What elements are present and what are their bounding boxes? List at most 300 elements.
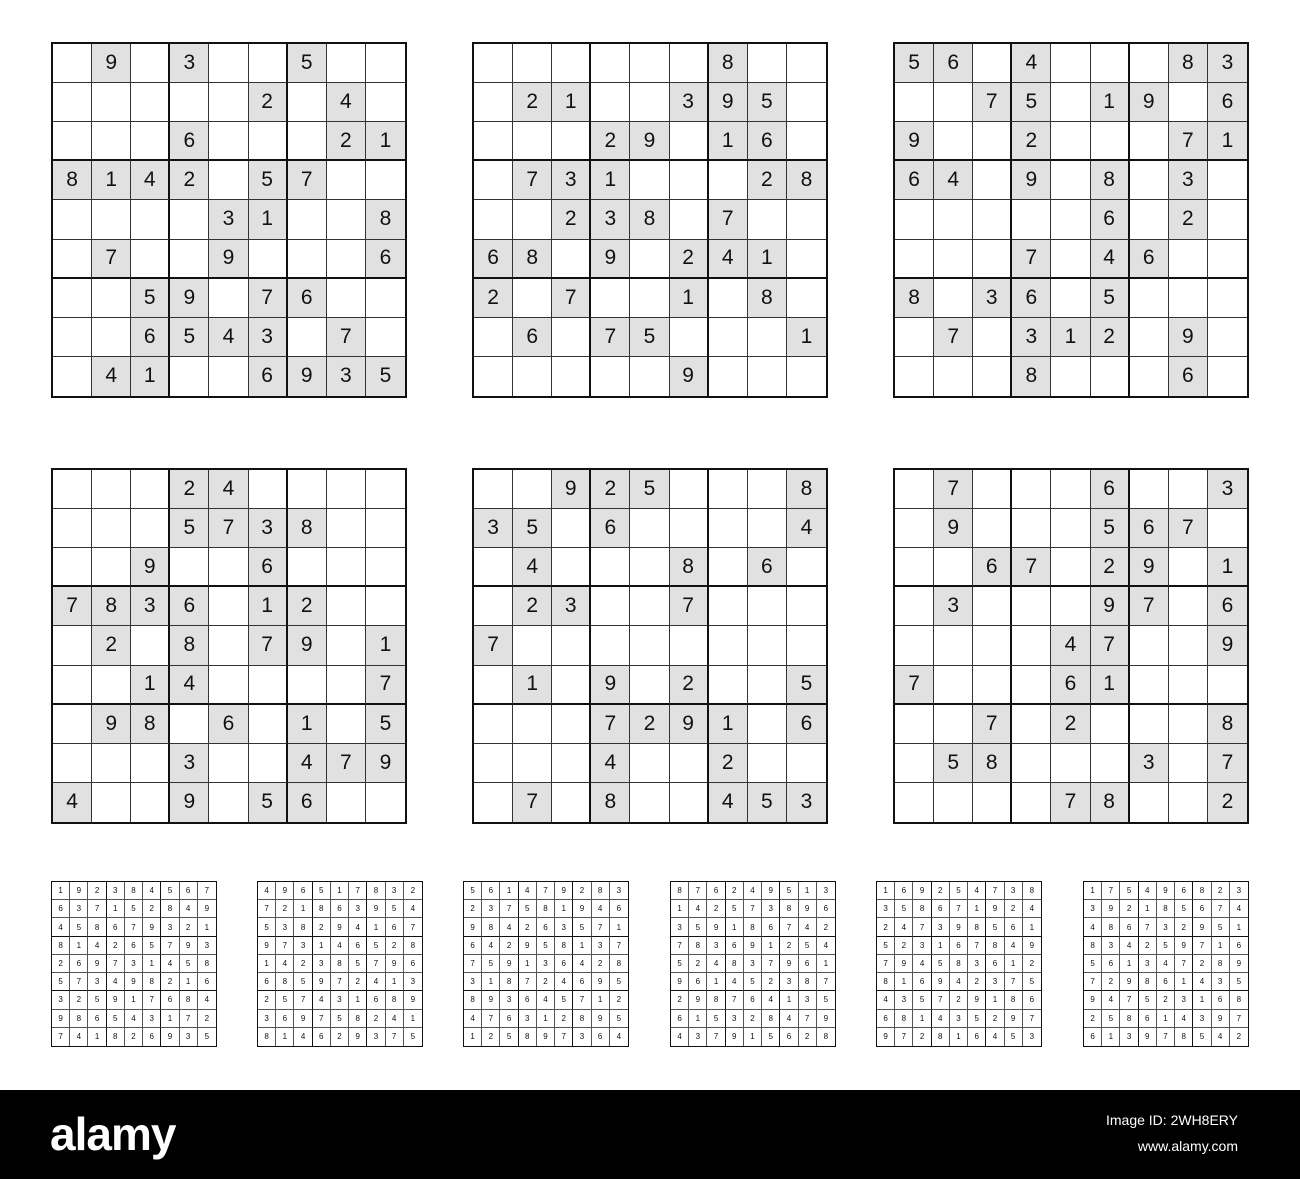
puzzle-cell-filled: 3 [1169, 161, 1208, 200]
solution-cell-filled: 3 [689, 1028, 707, 1046]
puzzle-cell-empty [1051, 744, 1090, 783]
puzzle-cell-empty [474, 705, 513, 744]
solution-cell-filled: 8 [404, 937, 422, 955]
solution-cell-filled: 5 [913, 991, 931, 1009]
solution-cell-filled: 7 [143, 991, 161, 1009]
puzzle-cell-filled: 2 [591, 122, 630, 161]
puzzle-cell-empty [1169, 666, 1208, 705]
puzzle-cell-empty [1130, 161, 1169, 200]
puzzle-cell-filled: 1 [131, 357, 170, 396]
puzzle-cell-empty [474, 470, 513, 509]
solution-cell-filled: 8 [519, 1028, 537, 1046]
solution-cell-filled: 2 [932, 882, 950, 900]
solution-cell-filled: 4 [404, 900, 422, 918]
solution-cell-filled: 3 [1212, 973, 1230, 991]
puzzle-cell-empty [513, 705, 552, 744]
puzzle-cell-filled: 3 [249, 509, 288, 548]
puzzle-cell-empty [53, 122, 92, 161]
puzzle-cell-filled: 2 [670, 240, 709, 279]
puzzle-cell-filled: 8 [709, 44, 748, 83]
solution-cell-filled: 4 [1157, 955, 1175, 973]
puzzle-cell-empty [748, 666, 787, 705]
solution-cell-filled: 6 [1193, 900, 1211, 918]
solution-cell-filled: 4 [1005, 937, 1023, 955]
solution-cell-filled: 6 [932, 900, 950, 918]
puzzle-cell-filled: 6 [1208, 587, 1247, 626]
solution-cell-filled: 7 [817, 973, 835, 991]
puzzle-cell-empty [1169, 626, 1208, 665]
solution-cell-filled: 9 [780, 955, 798, 973]
puzzle-cell-empty [934, 122, 973, 161]
puzzle-cell-empty [53, 357, 92, 396]
puzzle-cell-empty [591, 279, 630, 318]
puzzle-cell-filled: 1 [513, 666, 552, 705]
solution-cell-filled: 6 [895, 882, 913, 900]
puzzle-cell-filled: 4 [92, 357, 131, 396]
solution-cell-filled: 5 [258, 918, 276, 936]
puzzle-cell-empty [327, 705, 366, 744]
solution-cell-filled: 4 [877, 991, 895, 1009]
solution-cell-filled: 8 [537, 900, 555, 918]
puzzle-cell-empty [474, 357, 513, 396]
puzzle-cell-empty [92, 83, 131, 122]
solution-cell-filled: 2 [610, 991, 628, 1009]
puzzle-cell-filled: 7 [709, 200, 748, 239]
solution-cell-filled: 4 [500, 918, 518, 936]
puzzle-cell-filled: 7 [591, 318, 630, 357]
solution-cell-filled: 2 [913, 1028, 931, 1046]
puzzle-cell-filled: 1 [748, 240, 787, 279]
puzzle-cell-empty [1130, 357, 1169, 396]
solution-cell-filled: 4 [1102, 991, 1120, 1009]
solution-cell-filled: 5 [895, 900, 913, 918]
solution-cell-filled: 3 [726, 1010, 744, 1028]
solution-cell-filled: 6 [331, 900, 349, 918]
solution-cell-filled: 3 [799, 991, 817, 1009]
solution-cell-filled: 9 [1193, 918, 1211, 936]
puzzle-cell-empty [1130, 318, 1169, 357]
solution-cell-filled: 5 [88, 991, 106, 1009]
solution-cell-filled: 5 [276, 991, 294, 1009]
puzzle-cell-empty [748, 357, 787, 396]
puzzle-cell-filled: 7 [209, 509, 248, 548]
solution-cell-filled: 8 [726, 955, 744, 973]
solution-cell-filled: 8 [180, 991, 198, 1009]
solution-cell-filled: 6 [1023, 991, 1041, 1009]
puzzle-cell-empty [327, 200, 366, 239]
solution-cell-filled: 9 [482, 991, 500, 1009]
solution-cell-filled: 7 [294, 991, 312, 1009]
solution-cell-filled: 3 [932, 918, 950, 936]
puzzle-cell-filled: 9 [1012, 161, 1051, 200]
puzzle-cell-empty [895, 318, 934, 357]
solution-cell-filled: 4 [52, 918, 70, 936]
puzzle-cell-filled: 1 [1208, 548, 1247, 587]
puzzle-cell-filled: 4 [327, 83, 366, 122]
puzzle-cell-filled: 5 [170, 509, 209, 548]
puzzle-cell-empty [552, 240, 591, 279]
solution-cell-filled: 4 [707, 955, 725, 973]
puzzle-cell-empty [709, 626, 748, 665]
solution-cell-filled: 6 [1102, 955, 1120, 973]
puzzle-cell-filled: 9 [209, 240, 248, 279]
solution-cell-filled: 2 [258, 991, 276, 1009]
puzzle-cell-filled: 4 [513, 548, 552, 587]
solution-cell-filled: 4 [1212, 1028, 1230, 1046]
solution-cell-filled: 8 [968, 918, 986, 936]
solution-cell-filled: 5 [573, 918, 591, 936]
puzzle-cell-empty [1051, 44, 1090, 83]
puzzle-cell-empty [787, 587, 826, 626]
solution-cell-filled: 6 [500, 1010, 518, 1028]
solution-cell-filled: 2 [537, 973, 555, 991]
solution-cell-filled: 3 [331, 991, 349, 1009]
puzzle-cell-filled: 6 [474, 240, 513, 279]
puzzle-cell-empty [131, 470, 170, 509]
puzzle-cell-filled: 7 [249, 626, 288, 665]
puzzle-cell-filled: 5 [249, 161, 288, 200]
puzzle-cell-filled: 2 [92, 626, 131, 665]
solution-cell-filled: 9 [817, 1010, 835, 1028]
solution-cell-filled: 5 [500, 1028, 518, 1046]
puzzle-cell-filled: 5 [1012, 83, 1051, 122]
puzzle-cell-filled: 5 [513, 509, 552, 548]
solution-cell-filled: 8 [125, 882, 143, 900]
puzzle-cell-filled: 7 [327, 318, 366, 357]
puzzle-cell-empty [1208, 357, 1247, 396]
solution-cell-filled: 1 [1139, 900, 1157, 918]
solution-cell-filled: 5 [464, 882, 482, 900]
puzzle-cell-filled: 9 [670, 357, 709, 396]
solution-cell-filled: 5 [180, 955, 198, 973]
puzzle-cell-empty [1169, 705, 1208, 744]
puzzle-cell-empty [934, 705, 973, 744]
puzzle-cell-empty [1130, 470, 1169, 509]
solution-cell-filled: 6 [537, 918, 555, 936]
solution-cell-filled: 5 [877, 937, 895, 955]
solution-cell-filled: 9 [88, 955, 106, 973]
solution-cell-filled: 9 [70, 882, 88, 900]
solution-cell-filled: 4 [1120, 937, 1138, 955]
solution-cell-filled: 8 [671, 882, 689, 900]
solution-cell-filled: 1 [877, 882, 895, 900]
solution-cell-filled: 2 [986, 1010, 1004, 1028]
solution-cell-filled: 9 [592, 973, 610, 991]
solution-cell-filled: 7 [1157, 1028, 1175, 1046]
puzzle-cell-empty [1051, 200, 1090, 239]
puzzle-cell-empty [288, 318, 327, 357]
solution-cell-filled: 2 [198, 1010, 216, 1028]
puzzle-cell-empty [1169, 240, 1208, 279]
solution-cell-filled: 2 [107, 937, 125, 955]
solution-cell-filled: 1 [610, 918, 628, 936]
solution-cell-filled: 4 [180, 900, 198, 918]
solution-cell-filled: 2 [1193, 955, 1211, 973]
puzzle-cell-empty [973, 666, 1012, 705]
solution-cell-filled: 2 [780, 937, 798, 955]
puzzle-cell-empty [1130, 705, 1169, 744]
solution-cell-filled: 9 [671, 973, 689, 991]
puzzle-cell-empty [630, 587, 669, 626]
puzzle-cell-filled: 9 [170, 279, 209, 318]
solution-cell-filled: 9 [895, 955, 913, 973]
solution-cell-filled: 1 [968, 900, 986, 918]
puzzle-cell-empty [327, 548, 366, 587]
puzzle-cell-empty [630, 744, 669, 783]
puzzle-cell-filled: 4 [209, 470, 248, 509]
solution-cell-filled: 3 [88, 973, 106, 991]
puzzle-cell-filled: 8 [591, 783, 630, 822]
puzzle-cell-empty [327, 783, 366, 822]
solution-cell-filled: 7 [573, 991, 591, 1009]
puzzle-cell-empty [366, 548, 405, 587]
solution-cell-filled: 7 [707, 1028, 725, 1046]
puzzle-cell-empty [709, 470, 748, 509]
solution-cell-filled: 2 [671, 991, 689, 1009]
sudoku-solution-1 [51, 881, 217, 1047]
solution-cell-filled: 1 [180, 973, 198, 991]
puzzle-cell-filled: 9 [670, 705, 709, 744]
solution-cell-filled: 6 [107, 918, 125, 936]
solution-cell-filled: 7 [968, 937, 986, 955]
solution-cell-filled: 7 [537, 882, 555, 900]
puzzle-cell-empty [934, 279, 973, 318]
puzzle-cell-empty [1012, 470, 1051, 509]
solution-cell-filled: 3 [555, 918, 573, 936]
solution-cell-filled: 2 [404, 882, 422, 900]
puzzle-cell-empty [288, 83, 327, 122]
solution-cell-filled: 8 [1139, 973, 1157, 991]
puzzle-cell-empty [1051, 548, 1090, 587]
solution-cell-filled: 3 [895, 991, 913, 1009]
puzzle-cell-filled: 1 [670, 279, 709, 318]
puzzle-cell-empty [209, 122, 248, 161]
solution-cell-filled: 7 [726, 991, 744, 1009]
puzzle-cell-filled: 6 [748, 122, 787, 161]
solution-cell-filled: 4 [70, 1028, 88, 1046]
solution-cell-filled: 4 [762, 991, 780, 1009]
puzzle-cell-filled: 2 [170, 161, 209, 200]
puzzle-cell-filled: 9 [288, 626, 327, 665]
solution-cell-filled: 8 [500, 973, 518, 991]
puzzle-cell-empty [670, 509, 709, 548]
puzzle-cell-empty [131, 44, 170, 83]
solution-cell-filled: 1 [913, 1010, 931, 1028]
solution-cell-filled: 8 [744, 918, 762, 936]
solution-cell-filled: 4 [799, 918, 817, 936]
puzzle-cell-empty [670, 626, 709, 665]
puzzle-cell-empty [973, 44, 1012, 83]
solution-cell-filled: 7 [671, 937, 689, 955]
solution-cell-filled: 4 [464, 1010, 482, 1028]
solution-cell-filled: 6 [1157, 973, 1175, 991]
solution-cell-filled: 5 [726, 900, 744, 918]
puzzle-cell-empty [973, 240, 1012, 279]
solution-cell-filled: 9 [877, 1028, 895, 1046]
puzzle-cell-filled: 9 [591, 240, 630, 279]
puzzle-cell-filled: 4 [1091, 240, 1130, 279]
solution-cell-filled: 1 [1023, 918, 1041, 936]
solution-cell-filled: 4 [780, 1010, 798, 1028]
solution-cell-filled: 7 [950, 900, 968, 918]
solution-cell-filled: 4 [1175, 1010, 1193, 1028]
solution-cell-filled: 5 [780, 882, 798, 900]
puzzle-cell-filled: 6 [748, 548, 787, 587]
solution-cell-filled: 3 [707, 937, 725, 955]
solution-cell-filled: 5 [1102, 1010, 1120, 1028]
solution-cell-filled: 2 [161, 973, 179, 991]
solution-cell-filled: 3 [161, 918, 179, 936]
solution-cell-filled: 5 [950, 882, 968, 900]
puzzle-cell-empty [787, 122, 826, 161]
solution-cell-filled: 3 [877, 900, 895, 918]
solution-cell-filled: 4 [386, 1010, 404, 1028]
solution-cell-filled: 8 [932, 1028, 950, 1046]
puzzle-cell-filled: 6 [1051, 666, 1090, 705]
puzzle-cell-empty [209, 783, 248, 822]
puzzle-cell-empty [288, 200, 327, 239]
puzzle-cell-filled: 9 [895, 122, 934, 161]
puzzle-cell-empty [709, 509, 748, 548]
solution-cell-filled: 6 [707, 882, 725, 900]
solution-cell-filled: 4 [1139, 882, 1157, 900]
puzzle-cell-filled: 5 [1091, 279, 1130, 318]
solution-cell-filled: 1 [817, 955, 835, 973]
puzzle-cell-empty [53, 240, 92, 279]
solution-cell-filled: 7 [1230, 1010, 1248, 1028]
solution-cell-filled: 9 [537, 1028, 555, 1046]
puzzle-cell-empty [327, 161, 366, 200]
puzzle-cell-filled: 4 [787, 509, 826, 548]
solution-cell-filled: 2 [968, 973, 986, 991]
solution-cell-filled: 8 [1084, 937, 1102, 955]
puzzle-cell-filled: 2 [249, 83, 288, 122]
puzzle-cell-filled: 7 [1169, 509, 1208, 548]
solution-cell-filled: 2 [143, 900, 161, 918]
puzzle-cell-empty [327, 587, 366, 626]
puzzle-cell-filled: 4 [591, 744, 630, 783]
puzzle-cell-filled: 2 [748, 161, 787, 200]
solution-cell-filled: 8 [762, 1010, 780, 1028]
puzzle-cell-empty [1012, 587, 1051, 626]
puzzle-cell-empty [748, 744, 787, 783]
solution-cell-filled: 6 [70, 955, 88, 973]
solution-cell-filled: 5 [1084, 955, 1102, 973]
solution-cell-filled: 7 [1120, 991, 1138, 1009]
watermark-footer [0, 1090, 1300, 1179]
solution-cell-filled: 6 [404, 955, 422, 973]
puzzle-cell-empty [973, 626, 1012, 665]
puzzle-cell-filled: 9 [591, 666, 630, 705]
puzzle-cell-empty [973, 509, 1012, 548]
solution-cell-filled: 3 [404, 973, 422, 991]
puzzle-cell-empty [895, 705, 934, 744]
solution-cell-filled: 9 [799, 900, 817, 918]
puzzle-cell-empty [895, 587, 934, 626]
solution-cell-filled: 7 [386, 1028, 404, 1046]
puzzle-cell-filled: 3 [934, 587, 973, 626]
solution-cell-filled: 7 [877, 955, 895, 973]
puzzle-cell-empty [474, 200, 513, 239]
solution-cell-filled: 5 [70, 918, 88, 936]
solution-cell-filled: 6 [258, 973, 276, 991]
puzzle-cell-empty [973, 357, 1012, 396]
solution-cell-filled: 6 [198, 973, 216, 991]
puzzle-cell-filled: 7 [1169, 122, 1208, 161]
puzzle-cell-filled: 2 [552, 200, 591, 239]
puzzle-cell-filled: 2 [630, 705, 669, 744]
puzzle-cell-empty [895, 509, 934, 548]
puzzle-cell-empty [1208, 200, 1247, 239]
sudoku-puzzle-5 [472, 468, 828, 824]
puzzle-cell-empty [895, 783, 934, 822]
puzzle-cell-filled: 7 [1208, 744, 1247, 783]
puzzle-cell-filled: 6 [1208, 83, 1247, 122]
puzzle-cell-empty [895, 357, 934, 396]
puzzle-cell-filled: 9 [366, 744, 405, 783]
puzzle-cell-filled: 2 [1091, 548, 1130, 587]
solution-cell-filled: 8 [1102, 918, 1120, 936]
solution-cell-filled: 1 [125, 991, 143, 1009]
puzzle-cell-empty [92, 122, 131, 161]
solution-cell-filled: 9 [744, 937, 762, 955]
solution-cell-filled: 3 [1193, 1010, 1211, 1028]
solution-cell-filled: 7 [313, 1010, 331, 1028]
solution-cell-filled: 1 [404, 1010, 422, 1028]
puzzle-cell-empty [474, 783, 513, 822]
solution-cell-filled: 6 [1084, 1028, 1102, 1046]
solution-cell-filled: 7 [482, 1010, 500, 1028]
puzzle-cell-empty [934, 200, 973, 239]
puzzle-cell-filled: 9 [630, 122, 669, 161]
puzzle-cell-filled: 2 [288, 587, 327, 626]
sudoku-solution-6 [1083, 881, 1249, 1047]
solution-cell-filled: 1 [367, 918, 385, 936]
puzzle-cell-filled: 2 [1169, 200, 1208, 239]
puzzle-cell-empty [1091, 705, 1130, 744]
solution-cell-filled: 4 [349, 918, 367, 936]
puzzle-cell-empty [630, 548, 669, 587]
solution-cell-filled: 9 [161, 1028, 179, 1046]
puzzle-cell-empty [1051, 279, 1090, 318]
puzzle-cell-filled: 4 [131, 161, 170, 200]
puzzle-cell-empty [748, 626, 787, 665]
solution-cell-filled: 6 [726, 937, 744, 955]
solution-cell-filled: 8 [367, 882, 385, 900]
solution-cell-filled: 3 [817, 882, 835, 900]
puzzle-cell-empty [53, 666, 92, 705]
solution-cell-filled: 3 [349, 900, 367, 918]
puzzle-cell-empty [973, 587, 1012, 626]
puzzle-cell-empty [170, 705, 209, 744]
solution-cell-filled: 2 [70, 991, 88, 1009]
puzzle-cell-empty [288, 240, 327, 279]
solution-cell-filled: 5 [482, 955, 500, 973]
solution-cell-filled: 1 [932, 937, 950, 955]
solution-cell-filled: 5 [968, 1010, 986, 1028]
puzzle-cell-filled: 3 [670, 83, 709, 122]
solution-cell-filled: 7 [180, 1010, 198, 1028]
puzzle-cell-empty [1130, 200, 1169, 239]
solution-cell-filled: 7 [913, 918, 931, 936]
puzzle-cell-empty [787, 626, 826, 665]
solution-cell-filled: 5 [1023, 973, 1041, 991]
solution-cell-filled: 1 [88, 1028, 106, 1046]
puzzle-cell-filled: 4 [709, 240, 748, 279]
solution-cell-filled: 9 [1157, 882, 1175, 900]
puzzle-cell-empty [748, 705, 787, 744]
puzzle-cell-empty [366, 279, 405, 318]
